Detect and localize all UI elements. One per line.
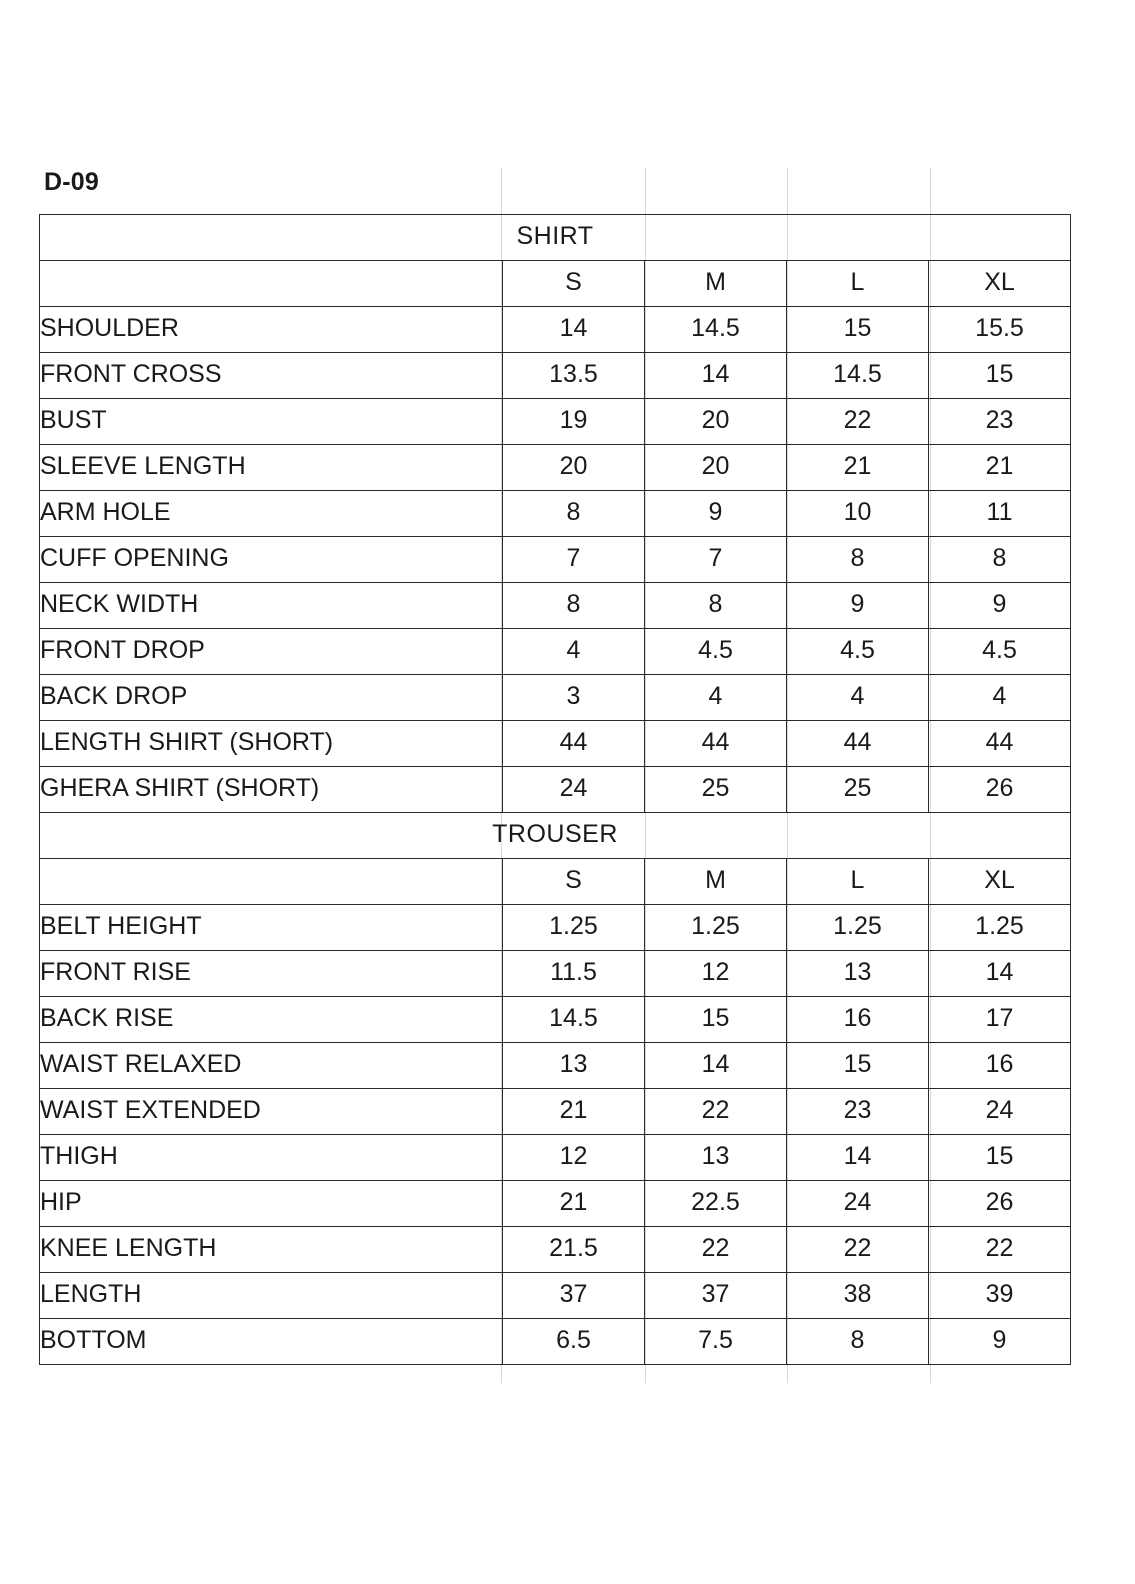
row-value-l: 15 (787, 1043, 929, 1089)
row-value-s: 21.5 (503, 1227, 645, 1273)
row-value-xl: 15 (929, 1135, 1071, 1181)
row-value-m: 7 (645, 537, 787, 583)
row-value-xl: 39 (929, 1273, 1071, 1319)
row-label: HIP (40, 1181, 503, 1227)
row-label: KNEE LENGTH (40, 1227, 503, 1273)
row-value-s: 4 (503, 629, 645, 675)
row-value-l: 22 (787, 399, 929, 445)
row-value-m: 22.5 (645, 1181, 787, 1227)
row-value-l: 21 (787, 445, 929, 491)
size-header-l: L (787, 261, 929, 307)
row-value-m: 4.5 (645, 629, 787, 675)
row-value-s: 11.5 (503, 951, 645, 997)
row-label: NECK WIDTH (40, 583, 503, 629)
row-value-s: 12 (503, 1135, 645, 1181)
row-value-s: 13.5 (503, 353, 645, 399)
table-row (40, 721, 1071, 767)
size-header-xl: XL (929, 859, 1071, 905)
row-value-s: 37 (503, 1273, 645, 1319)
row-value-l: 10 (787, 491, 929, 537)
row-value-l: 9 (787, 583, 929, 629)
row-value-l: 4.5 (787, 629, 929, 675)
row-value-xl: 11 (929, 491, 1071, 537)
table-row (40, 583, 1071, 629)
row-value-s: 7 (503, 537, 645, 583)
row-value-m: 14 (645, 353, 787, 399)
row-value-l: 24 (787, 1181, 929, 1227)
row-value-m: 7.5 (645, 1319, 787, 1365)
row-value-l: 13 (787, 951, 929, 997)
row-value-xl: 15.5 (929, 307, 1071, 353)
table-row (40, 675, 1071, 721)
row-value-xl: 17 (929, 997, 1071, 1043)
row-value-s: 14 (503, 307, 645, 353)
table-row (40, 997, 1071, 1043)
row-value-m: 37 (645, 1273, 787, 1319)
row-label: FRONT DROP (40, 629, 503, 675)
row-value-s: 21 (503, 1181, 645, 1227)
document-code: D-09 (44, 168, 99, 196)
row-label: BUST (40, 399, 503, 445)
row-value-l: 22 (787, 1227, 929, 1273)
row-value-xl: 4 (929, 675, 1071, 721)
row-value-m: 22 (645, 1227, 787, 1273)
row-value-s: 13 (503, 1043, 645, 1089)
size-header-l: L (787, 859, 929, 905)
row-value-s: 19 (503, 399, 645, 445)
row-label: FRONT CROSS (40, 353, 503, 399)
row-label: THIGH (40, 1135, 503, 1181)
row-value-xl: 24 (929, 1089, 1071, 1135)
row-label: SLEEVE LENGTH (40, 445, 503, 491)
row-value-xl: 1.25 (929, 905, 1071, 951)
row-value-s: 8 (503, 583, 645, 629)
empty-corner-cell (40, 859, 503, 905)
row-value-m: 20 (645, 399, 787, 445)
row-value-s: 14.5 (503, 997, 645, 1043)
row-value-m: 15 (645, 997, 787, 1043)
row-value-l: 14.5 (787, 353, 929, 399)
table-row (40, 1227, 1071, 1273)
row-value-m: 1.25 (645, 905, 787, 951)
row-value-l: 8 (787, 1319, 929, 1365)
row-value-l: 25 (787, 767, 929, 813)
table-row (40, 1273, 1071, 1319)
row-value-s: 24 (503, 767, 645, 813)
table-row (40, 1319, 1071, 1365)
row-value-xl: 9 (929, 583, 1071, 629)
row-value-m: 13 (645, 1135, 787, 1181)
row-value-m: 14 (645, 1043, 787, 1089)
row-label: BACK DROP (40, 675, 503, 721)
size-header-row (40, 859, 1071, 905)
table-row (40, 491, 1071, 537)
row-value-xl: 9 (929, 1319, 1071, 1365)
row-value-xl: 4.5 (929, 629, 1071, 675)
row-value-l: 38 (787, 1273, 929, 1319)
table-row (40, 1181, 1071, 1227)
table-row (40, 951, 1071, 997)
row-value-l: 8 (787, 537, 929, 583)
row-label: LENGTH SHIRT (SHORT) (40, 721, 503, 767)
table-row (40, 767, 1071, 813)
row-label: BACK RISE (40, 997, 503, 1043)
table-row (40, 445, 1071, 491)
row-value-m: 22 (645, 1089, 787, 1135)
row-label: CUFF OPENING (40, 537, 503, 583)
section-title-trouser: TROUSER (40, 813, 1071, 859)
table-row (40, 353, 1071, 399)
row-value-m: 20 (645, 445, 787, 491)
table-row (40, 1089, 1071, 1135)
table-row (40, 399, 1071, 445)
row-value-xl: 22 (929, 1227, 1071, 1273)
row-value-l: 4 (787, 675, 929, 721)
row-value-m: 14.5 (645, 307, 787, 353)
size-header-s: S (503, 261, 645, 307)
row-label: BOTTOM (40, 1319, 503, 1365)
row-value-l: 1.25 (787, 905, 929, 951)
row-value-xl: 14 (929, 951, 1071, 997)
section-header-row (40, 215, 1071, 261)
row-value-m: 25 (645, 767, 787, 813)
row-value-xl: 26 (929, 1181, 1071, 1227)
row-value-l: 23 (787, 1089, 929, 1135)
row-value-l: 16 (787, 997, 929, 1043)
row-label: BELT HEIGHT (40, 905, 503, 951)
table-row (40, 629, 1071, 675)
row-value-m: 4 (645, 675, 787, 721)
row-label: SHOULDER (40, 307, 503, 353)
table-row (40, 307, 1071, 353)
row-value-s: 1.25 (503, 905, 645, 951)
size-header-xl: XL (929, 261, 1071, 307)
row-value-s: 8 (503, 491, 645, 537)
row-label: WAIST RELAXED (40, 1043, 503, 1089)
row-value-s: 21 (503, 1089, 645, 1135)
table-row (40, 1135, 1071, 1181)
table-row (40, 537, 1071, 583)
section-title-shirt: SHIRT (40, 215, 1071, 261)
row-value-s: 6.5 (503, 1319, 645, 1365)
row-value-m: 9 (645, 491, 787, 537)
row-label: LENGTH (40, 1273, 503, 1319)
row-value-s: 44 (503, 721, 645, 767)
row-value-xl: 8 (929, 537, 1071, 583)
row-label: WAIST EXTENDED (40, 1089, 503, 1135)
row-value-xl: 23 (929, 399, 1071, 445)
row-value-xl: 15 (929, 353, 1071, 399)
row-value-s: 3 (503, 675, 645, 721)
row-value-m: 12 (645, 951, 787, 997)
row-label: GHERA SHIRT (SHORT) (40, 767, 503, 813)
size-header-m: M (645, 261, 787, 307)
empty-corner-cell (40, 261, 503, 307)
row-value-xl: 21 (929, 445, 1071, 491)
row-value-xl: 16 (929, 1043, 1071, 1089)
row-value-l: 44 (787, 721, 929, 767)
table-row (40, 905, 1071, 951)
row-value-l: 15 (787, 307, 929, 353)
size-header-s: S (503, 859, 645, 905)
row-value-l: 14 (787, 1135, 929, 1181)
row-value-m: 44 (645, 721, 787, 767)
size-header-row (40, 261, 1071, 307)
row-value-m: 8 (645, 583, 787, 629)
row-value-xl: 44 (929, 721, 1071, 767)
row-value-xl: 26 (929, 767, 1071, 813)
row-value-s: 20 (503, 445, 645, 491)
size-header-m: M (645, 859, 787, 905)
row-label: ARM HOLE (40, 491, 503, 537)
section-header-row (40, 813, 1071, 859)
table-row (40, 1043, 1071, 1089)
row-label: FRONT RISE (40, 951, 503, 997)
measurements-table (39, 214, 1071, 1365)
